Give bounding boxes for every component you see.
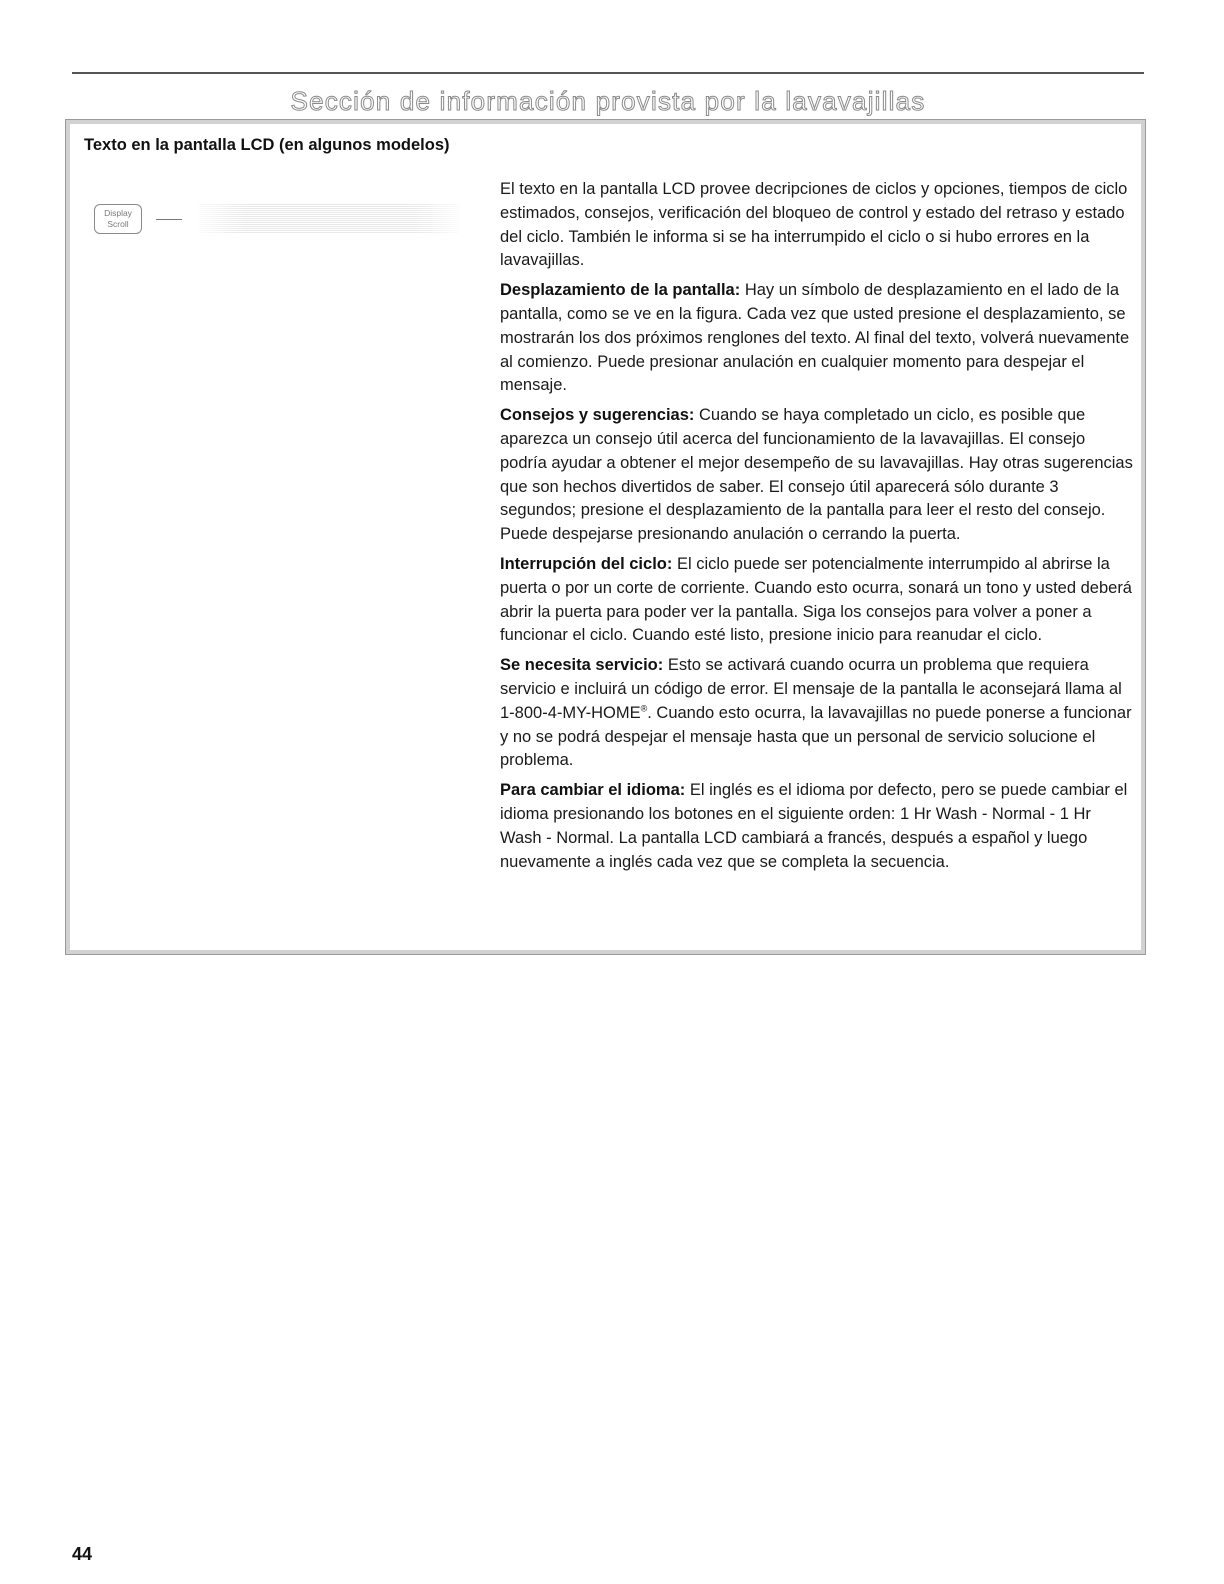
top-rule: [72, 72, 1144, 74]
box-title: Texto en la pantalla LCD (en algunos modelos): [84, 136, 450, 154]
section-heading: Sección de información provista por la lavavajillas: [290, 86, 926, 116]
description-column: [500, 178, 1136, 880]
interruption-label: Interrupción del ciclo:: [500, 554, 673, 573]
intro-paragraph: El texto en la pantalla LCD provee decripciones de ciclos y opciones, tiempos de ciclo estimados, consejos, verificación del bloqueo de control y estado del retraso y estado del ciclo. También le informa si se ha interrumpido el ciclo o si hubo errores en la lavavajillas.: [500, 180, 1128, 270]
tips-text: Cuando se haya completado un ciclo, es posible que aparezca un consejo útil acerca del funcionamiento de la lavavajillas. El consejo podría ayudar a obtener el mejor desempeño de su lavavajillas. Hay otras sugerencias que son hechos divertidos de saber. El consejo útil aparecerá sólo durante 3 segundos; presione el desplazamiento de la pantalla para leer el resto del consejo. Puede despejarse presionando anulación o cerrando la puerta.: [500, 406, 1133, 544]
tips-label: Consejos y sugerencias:: [500, 406, 695, 425]
language-text: El inglés es el idioma por defecto, pero se puede cambiar el idioma presionando los botones en el siguiente orden: 1 Hr Wash - Normal - 1 Hr Wash - Normal. La pantalla LCD cambiará a francés, después a español y luego nuevamente a inglés cada vez que se completa la secuencia.: [500, 781, 1128, 871]
leader-line: [156, 219, 182, 220]
display-scroll-button: [94, 204, 142, 234]
display-scroll-button-line1: Display: [104, 208, 132, 218]
lcd-display-figure: [94, 204, 474, 240]
service-text-before: Esto se activará cuando ocurra un problema que requiera servicio e incluirá un código de error. El mensaje de la pantalla le aconsejará llama al 1-800-4-MY-HOME: [500, 656, 1122, 722]
page-number: 44: [72, 1544, 93, 1564]
service-label: Se necesita servicio:: [500, 656, 664, 675]
lcd-screen-illustration: [198, 204, 460, 234]
interruption-paragraph: [500, 553, 1136, 648]
scroll-text: Hay un símbolo de desplazamiento en el lado de la pantalla, como se ve en la figura. Cada vez que usted presione el desplazamiento, se mostrarán los dos próximos renglones del texto. Al final del texto, volverá nuevamente al comienzo. Puede presionar anulación en cualquier momento para despejar el mensaje.: [500, 281, 1130, 395]
display-scroll-button-line2: Scroll: [107, 219, 129, 229]
lcd-info-box: [66, 120, 1145, 954]
scroll-label: Desplazamiento de la pantalla:: [500, 281, 741, 300]
language-label: Para cambiar el idioma:: [500, 781, 686, 800]
tips-paragraph: [500, 404, 1136, 547]
scroll-paragraph: [500, 279, 1136, 398]
registered-mark: ®: [640, 703, 648, 714]
service-text-after: . Cuando esto ocurra, la lavavajillas no puede ponerse a funcionar y no se podrá despejar el mensaje hasta que un personal de servicio solucione el problema.: [500, 703, 1132, 770]
language-paragraph: [500, 779, 1136, 874]
service-paragraph: [500, 654, 1136, 773]
interruption-text: El ciclo puede ser potencialmente interrumpido al abrirse la puerta o por un corte de corriente. Cuando esto ocurra, sonará un tono y usted deberá abrir la puerta para poder ver la pantalla. Siga los consejos para volver a poner a funcionar el ciclo. Cuando esté listo, presione inicio para reanudar el ciclo.: [500, 554, 1132, 645]
